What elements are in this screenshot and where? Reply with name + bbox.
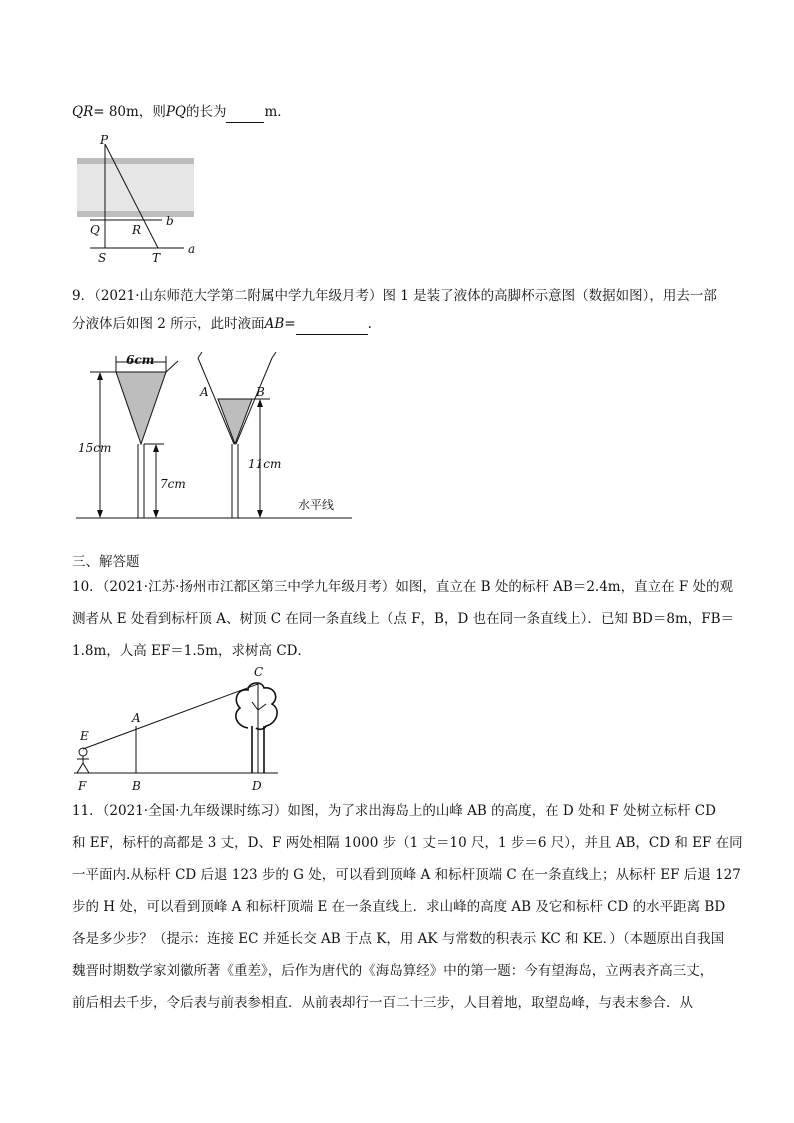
q9-ab: AB bbox=[264, 316, 285, 332]
q9-answer-blank[interactable] bbox=[296, 314, 368, 335]
horizon-label: 水平线 bbox=[298, 498, 335, 512]
q8-seg-unit: m． bbox=[264, 104, 291, 120]
section-title: 三、解答题 bbox=[72, 554, 140, 570]
q11-line4: 步的 H 处，可以看到顶峰 A 和标杆顶端 E 在一条直线上．求山峰的高度 AB 及它和标杆 CD 的水平距离 BD bbox=[72, 899, 726, 915]
label-A: A bbox=[200, 385, 209, 399]
q9-line2-text: 分液体后如图 2 所示，此时液面 bbox=[72, 316, 265, 332]
tree-crown bbox=[236, 683, 277, 729]
goblet1-liquid bbox=[116, 372, 166, 444]
q8-seg-pq: PQ bbox=[165, 104, 186, 120]
q11-line1: 11．（2021·全国·九年级课时练习）如图，为了求出海岛上的山峰 AB 的高度，在 D 处和 F 处树立标杆 CD bbox=[72, 803, 716, 819]
q9-line2 bbox=[72, 314, 372, 335]
width-label: 6cm bbox=[126, 353, 155, 367]
label-15cm: 15cm bbox=[78, 441, 112, 455]
q11-line7: 前后相去千步，令后表与前表参相直．从前表却行一百二十三步，人目着地，取望岛峰，与表末参合．从 bbox=[72, 995, 693, 1011]
q9-line1: 9．（2021·山东师范大学第二附属中学九年级月考）图 1 是装了液体的高脚杯示意图（数据如图），用去一部 bbox=[72, 288, 717, 304]
q9-goblet-figure bbox=[72, 350, 362, 525]
goblet1-rim-right bbox=[166, 361, 178, 372]
label-C: C bbox=[254, 665, 264, 679]
river-bank-bottom bbox=[77, 211, 194, 217]
q10-line1: 10．（2021·江苏·扬州市江都区第三中学九年级月考）如图，直立在 B 处的标杆 AB＝2.4m，直立在 F 处的观 bbox=[72, 579, 734, 595]
label-11cm: 11cm bbox=[248, 457, 282, 471]
label-7cm: 7cm bbox=[160, 477, 186, 491]
label-B: B bbox=[132, 779, 141, 793]
q9-period: . bbox=[367, 316, 372, 332]
goblet2-liquid bbox=[218, 399, 252, 444]
q8-river-figure bbox=[70, 134, 200, 264]
observer-head bbox=[79, 748, 87, 756]
label-t: T bbox=[152, 251, 161, 265]
q11-line3: 一平面内.从标杆 CD 后退 123 步的 G 处，可以看到顶峰 A 和标杆顶端 C 在一条直线上；从标杆 EF 后退 127 bbox=[72, 867, 741, 883]
q10-line2: 测者从 E 处看到标杆顶 A、树顶 C 在同一条直线上（点 F，B，D 也在同一条直线上）．已知 BD＝8m，FB＝ bbox=[72, 611, 735, 627]
q10-tree-figure bbox=[72, 664, 292, 794]
label-s: S bbox=[98, 251, 107, 265]
label-E: E bbox=[80, 729, 89, 743]
sight-line bbox=[83, 684, 258, 749]
label-A: A bbox=[132, 711, 141, 725]
q8-seg-length: 的长为 bbox=[185, 104, 227, 120]
q10-line3: 1.8m，人高 EF＝1.5m，求树高 CD． bbox=[72, 643, 311, 659]
label-b: b bbox=[166, 214, 174, 228]
river-bank-top bbox=[77, 158, 194, 164]
river-band bbox=[77, 158, 194, 217]
label-F: F bbox=[78, 779, 87, 793]
q11-line2: 和 EF，标杆的高都是 3 丈，D、F 两处相隔 1000 步（1 丈＝10 尺，1 步＝6 尺），并且 AB，CD 和 EF 在同 bbox=[72, 835, 743, 851]
q8-text-line bbox=[72, 102, 291, 123]
q11-line6: 魏晋时期数学家刘徽所著《重差》，后作为唐代的《海岛算经》中的第一题：今有望海岛，立两表齐高三丈， bbox=[72, 963, 714, 979]
label-r: R bbox=[132, 223, 142, 237]
q8-answer-blank[interactable] bbox=[226, 102, 264, 123]
label-B: B bbox=[256, 385, 265, 399]
q11-line5: 各是多少步？（提示：连接 EC 并延长交 AB 于点 K，用 AK 与常数的积表示 KC 和 KE．）（本题原出自我国 bbox=[72, 931, 725, 947]
label-D: D bbox=[252, 779, 262, 793]
q8-seg-qr: QR bbox=[72, 104, 94, 120]
label-p: P bbox=[100, 133, 109, 147]
label-q: Q bbox=[90, 223, 100, 237]
q9-eq: = bbox=[284, 316, 296, 332]
label-a: a bbox=[188, 242, 196, 256]
q8-seg-eq: = 80m，则 bbox=[93, 104, 166, 120]
